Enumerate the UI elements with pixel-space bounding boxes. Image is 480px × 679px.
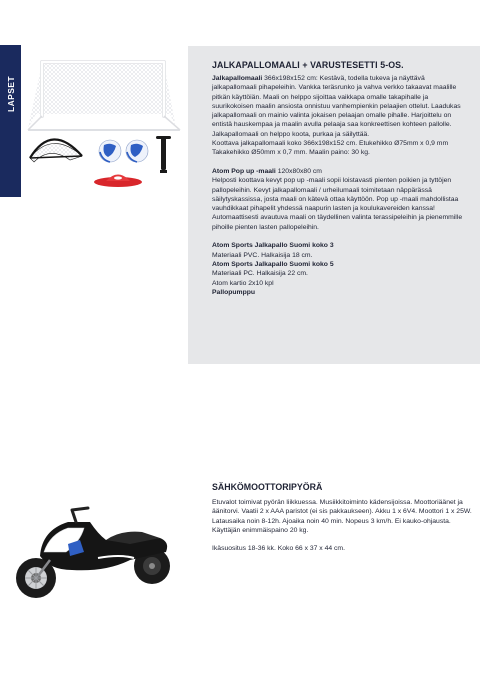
popup-goal-name: Atom Pop up -maali [212, 167, 276, 175]
goal-description-text: 366x198x152 cm: Kestävä, todella tukeva ja näyttävä jalkapallomaali pihapeleihin. Vankka teräsrunko ja vahva verkko takaavat maalille pitkän käyttöiän. Maali on helppo sijoittaa vaikkapa omalle takapihalle ja suurikokoisen maalin ansiosta onnistuu vanhempienkin pelaajien ottelut. Laadukas jalkapallomaali on mainio valinta jokaisen pelaajan omalle pihalle. Harjoittelu on entistä hauskempaa ja maalin avulla pelaaja saa konkreettisen kohteen pallolle. Jalkapallomaali on helppo koota, purkaa ja säilyttää. [212, 75, 461, 138]
ball-pump [156, 136, 171, 173]
motorbike-age-size: Ikäsuositus 18-36 kk. Koko 66 x 37 x 44 cm. [212, 545, 345, 553]
goal-name: Jalkapallomaali [212, 75, 263, 82]
goal-set-info-panel [188, 46, 480, 364]
section-tab-lapset [0, 45, 21, 197]
football-size-3 [99, 140, 121, 162]
goal-set-image [24, 50, 184, 200]
large-goal [28, 60, 180, 130]
ball-size-5-name-text: Atom Sports Jalkapallo Suomi koko 5 [212, 260, 334, 268]
goal-set-title: JALKAPALLOMAALI + VARUSTESETTI 5-OS. [212, 60, 404, 70]
ball-size-5-description: Materiaali PC. Halkaisija 22 cm. [212, 270, 308, 278]
motorbike-image [10, 500, 180, 605]
section-tab-label: LAPSET [5, 76, 16, 112]
motorbike-title: SÄHKÖMOOTTORIPYÖRÄ [212, 482, 323, 492]
pump-name: Pallopumppu [212, 288, 256, 296]
ball-size-3-name [212, 241, 470, 250]
ball-size-5-name [212, 260, 470, 269]
goal-specs: Koottava jalkapallomaali koko 366x198x152 cm. Etukehikko Ø75mm x 0,9 mm Takakehikko Ø50mm x 0,7 mm. Maalin paino: 30 kg. [212, 140, 449, 157]
motorbike-info [212, 482, 474, 554]
popup-goal-size: 120x80x80 cm [275, 167, 322, 175]
motorbike-description: Etuvalot toimivat pyörän liikkuessa. Musiikkitoiminto kädensijoissa. Moottoriäänet ja äänitorvi. Vaatii 2 x AAA paristot (ei sis pakkaukseen). Akku 1 x 6V4. Moottori 1 x 25W. Latausaika noin 8-12h. Ajoaika noin 40 min. Nopeus 3 km/h. Ei kauko-ohjausta. Käyttäjän enimmäispaino 20 kg. [212, 499, 472, 534]
ball-size-3-description: Materiaali PVC. Halkaisija 18 cm. [212, 251, 313, 259]
football-size-5 [126, 140, 148, 162]
popup-goal-description: Helposti koottava kevyt pop up -maali sopii loistavasti pienten poikien ja tyttöjen pallopeleihin. Kevyt jalkapallomaali / urheilumaali toimitetaan näppärässä säilytyskassissa, josta maali on kätevä ottaa käyttöön. Pop up -maali mahdollistaa vauhdikkaat pihapelit yhdessä naapurin lasten ja koulukavereiden kanssa! Automaattisesti avautuva maali on täydellinen valinta terassipeleihin ja pienemmille pihoille pienten lasten pallopeleihin. [212, 177, 463, 231]
pump-line [212, 288, 470, 297]
goal-description [212, 74, 470, 139]
training-cones [94, 175, 142, 188]
popup-goal [30, 139, 82, 162]
cones-line: Atom kartio 2x10 kpl [212, 279, 274, 287]
ball-size-3-name-text: Atom Sports Jalkapallo Suomi koko 3 [212, 242, 334, 250]
popup-goal-heading [212, 167, 470, 176]
